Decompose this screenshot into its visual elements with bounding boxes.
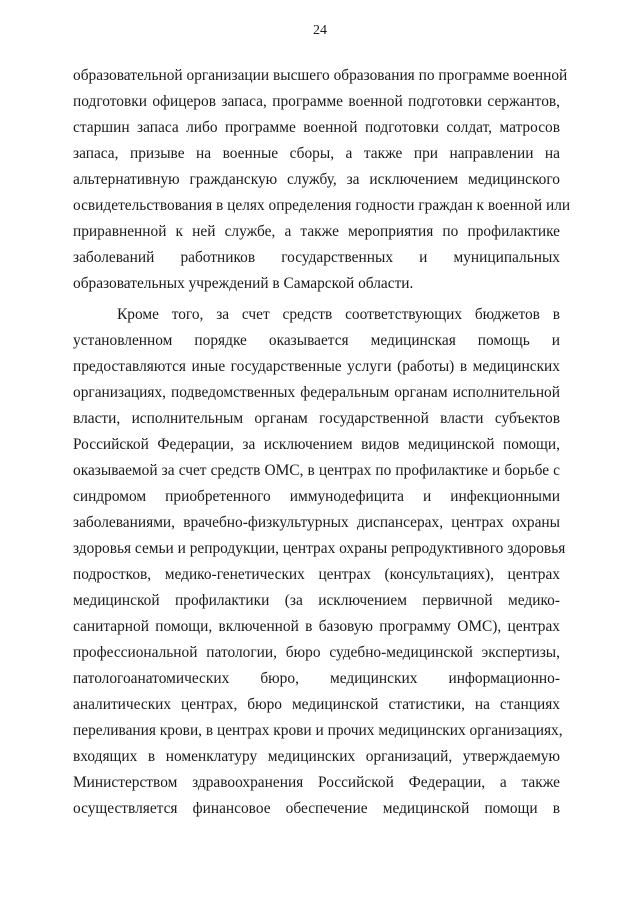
text-line: власти, исполнительным органам государственной власти субъектов [73, 410, 560, 427]
text-line: подготовки офицеров запаса, программе военной подготовки сержантов, [73, 93, 560, 110]
text-line: патологоанатомических бюро, медицинских информационно- [73, 670, 560, 687]
text-line: здоровья семьи и репродукции, центрах охраны репродуктивного здоровья [73, 540, 566, 557]
text-line: альтернативную гражданскую службу, за исключением медицинского [73, 171, 560, 188]
text-line: освидетельствования в целях определения годности граждан к военной или [73, 197, 571, 214]
text-line: санитарной помощи, включенной в базовую программу ОМС), центрах [73, 618, 560, 635]
text-line: синдромом приобретенного иммунодефицита и инфекционными [73, 488, 560, 505]
text-line: Российской Федерации, за исключением видов медицинской помощи, [73, 436, 560, 453]
text-line: аналитических центрах, бюро медицинской статистики, на станциях [73, 696, 560, 713]
text-line: старшин запаса либо программе военной подготовки солдат, матросов [73, 119, 560, 136]
text-line: подростков, медико-генетических центрах (консультациях), центрах [73, 566, 560, 583]
text-line: организациях, подведомственных федеральным органам исполнительной [73, 384, 560, 401]
text-line: установленном порядке оказывается медицинская помощь и [73, 332, 560, 349]
text-line: образовательных учреждений в Самарской области. [73, 275, 414, 292]
text-line: оказываемой за счет средств ОМС, в центрах по профилактике и борьбе с [73, 462, 560, 479]
text-line: осуществляется финансовое обеспечение медицинской помощи в [73, 800, 560, 817]
text-line: медицинской профилактики (за исключением первичной медико- [73, 592, 560, 609]
text-line: Кроме того, за счет средств соответствующих бюджетов в [117, 306, 560, 323]
page-number: 24 [313, 23, 327, 38]
text-line: заболеваниями, врачебно-физкультурных диспансерах, центрах охраны [73, 514, 560, 531]
text-line: приравненной к ней службе, а также мероприятия по профилактике [73, 223, 560, 240]
text-line: образовательной организации высшего образования по программе военной [73, 67, 568, 84]
text-line: профессиональной патологии, бюро судебно-медицинской экспертизы, [73, 644, 560, 661]
text-line: входящих в номенклатуру медицинских организаций, утверждаемую [73, 748, 560, 765]
text-line: запаса, призыве на военные сборы, а также при направлении на [73, 145, 560, 162]
text-line: предоставляются иные государственные услуги (работы) в медицинских [73, 358, 560, 375]
text-line: заболеваний работников государственных и муниципальных [73, 249, 560, 266]
text-line: переливания крови, в центрах крови и прочих медицинских организациях, [73, 722, 563, 739]
text-line: Министерством здравоохранения Российской Федерации, а также [73, 774, 560, 791]
